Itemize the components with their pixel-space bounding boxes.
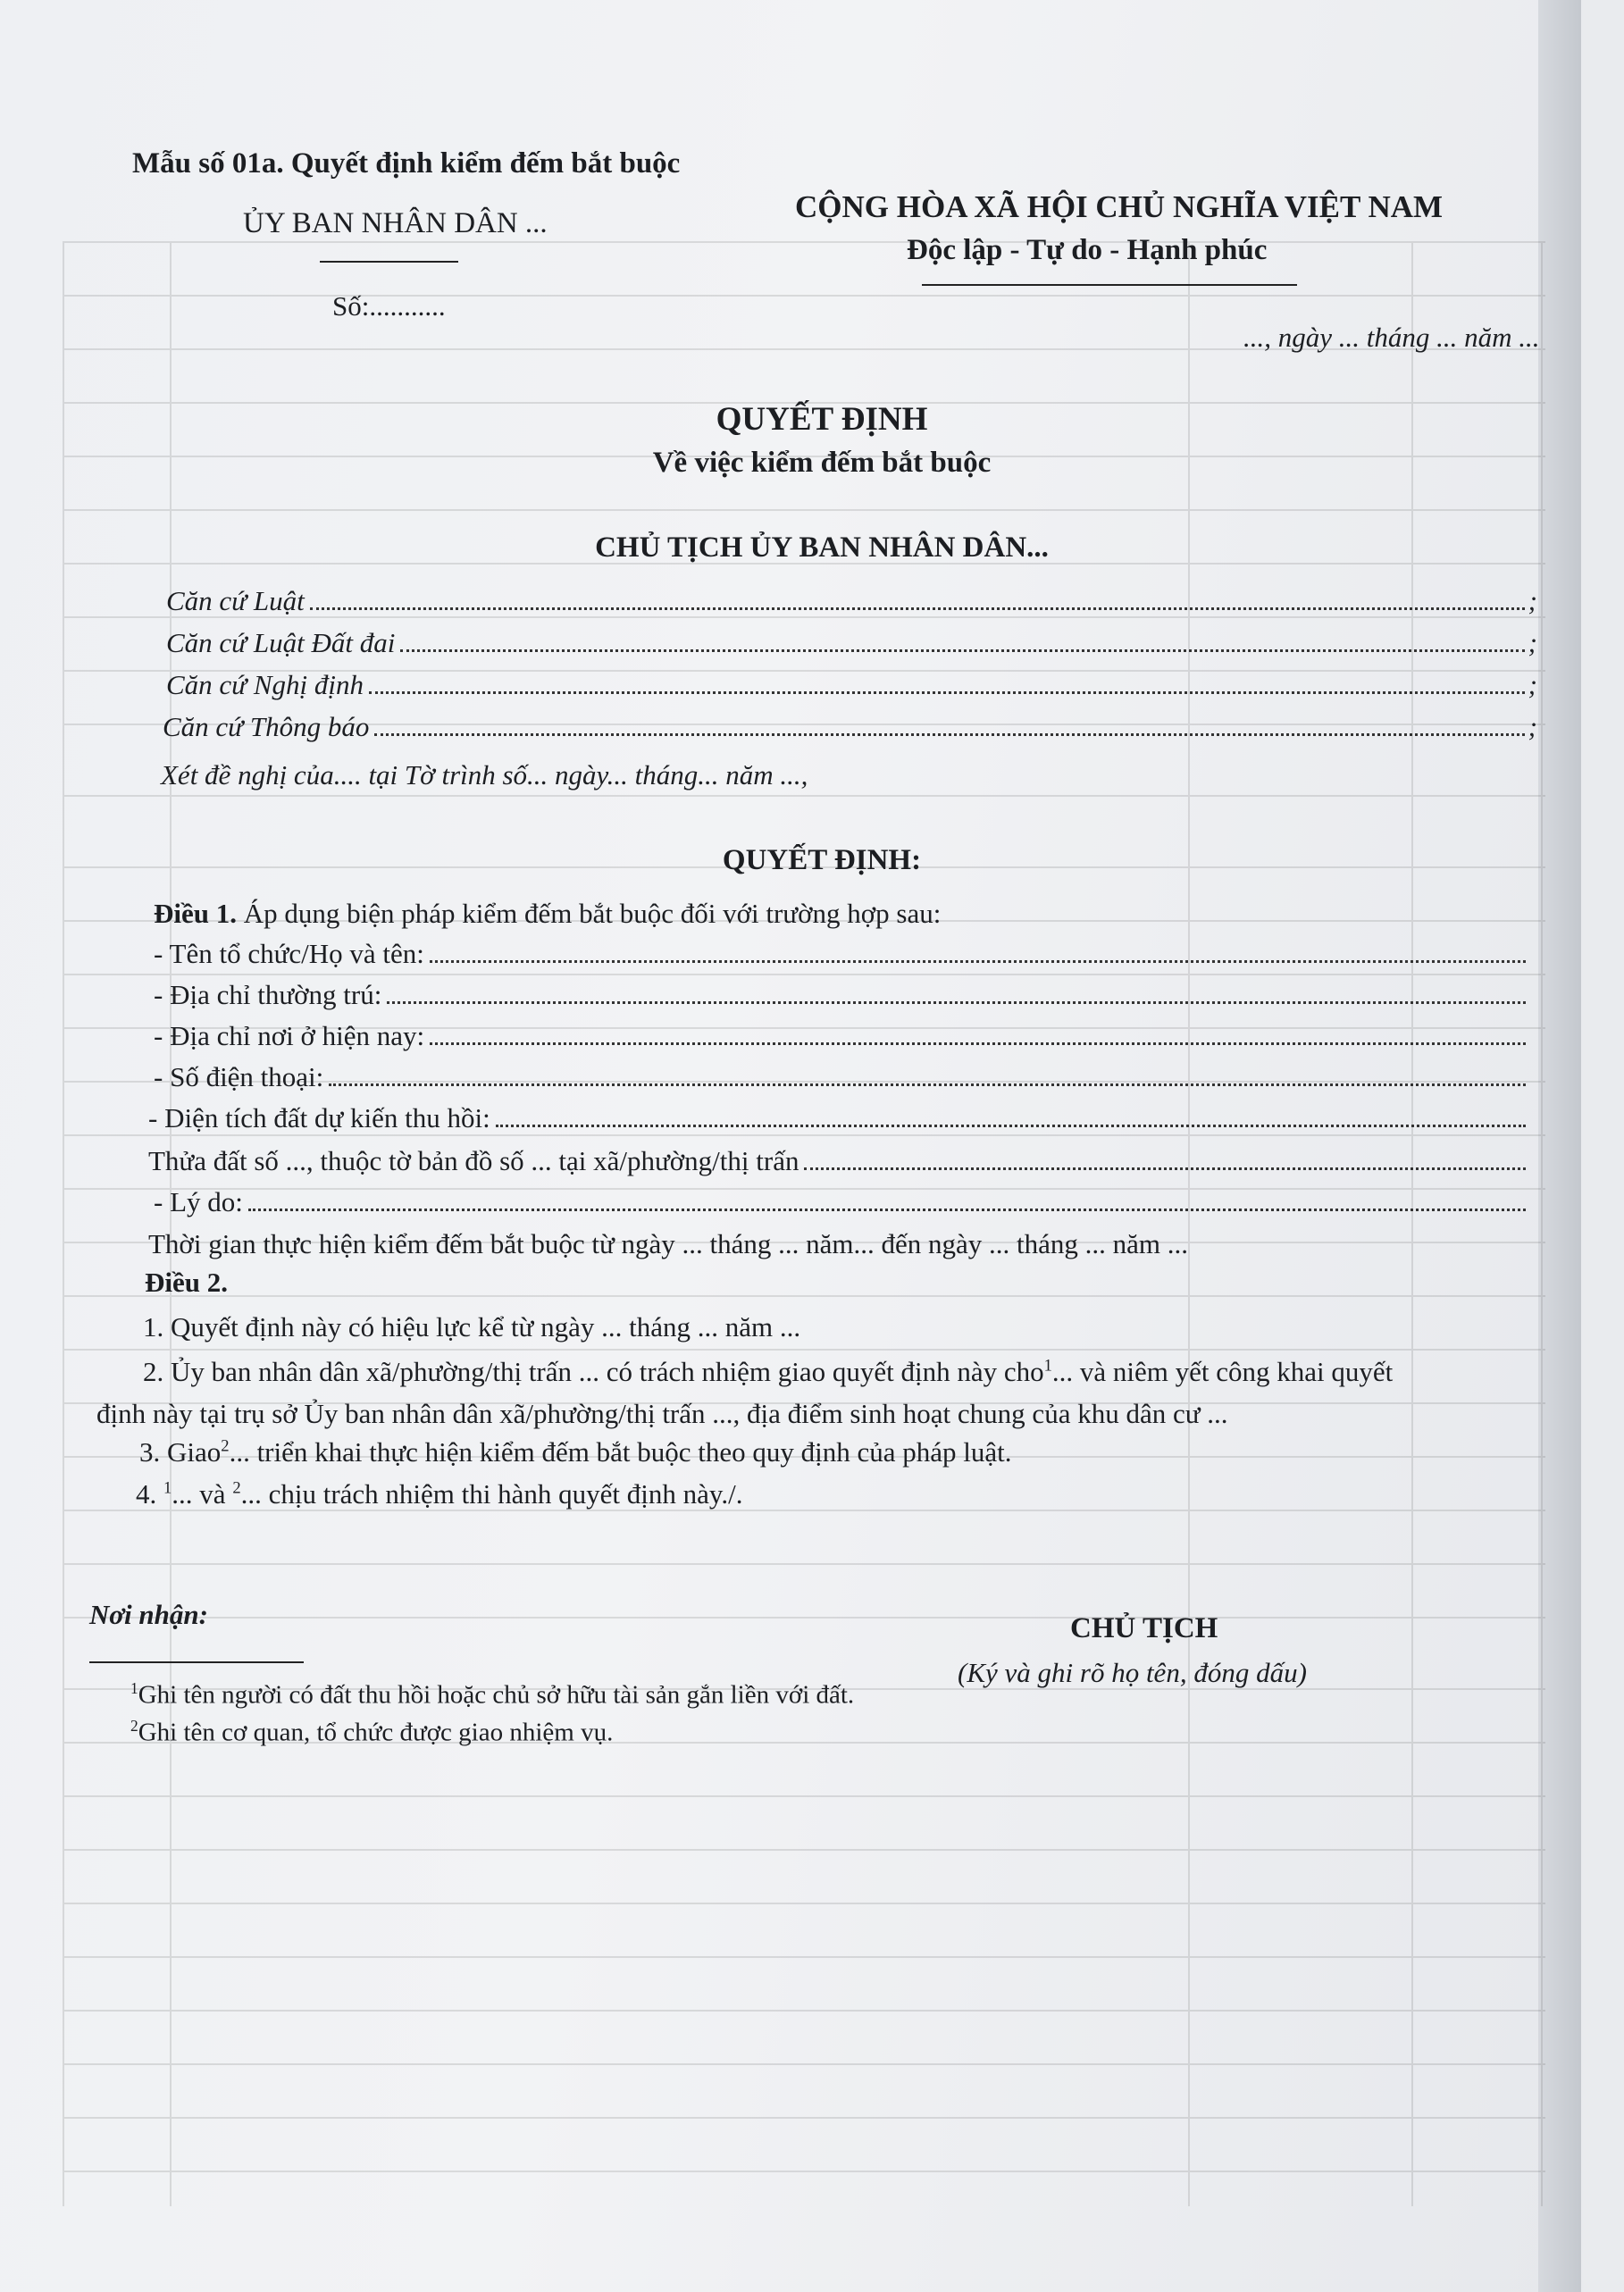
- signer-note: (Ký và ghi rõ họ tên, đóng dấu): [958, 1657, 1307, 1688]
- article-1-text: Áp dụng biện pháp kiểm đếm bắt buộc đối với trường hợp sau:: [243, 898, 942, 929]
- article-2-item-2-continued: định này tại trụ sở Ủy ban nhân dân xã/phường/thị trấn ..., địa điểm sinh hoạt chung của khu dân cư ...: [96, 1398, 1228, 1429]
- form-title: Mẫu số 01a. Quyết định kiểm đếm bắt buộc: [132, 147, 681, 180]
- article-2-item-3: [139, 1436, 1012, 1468]
- article-2-item-4-text-cont: ... chịu trách nhiệm thi hành quyết định này./.: [240, 1478, 743, 1510]
- legal-basis-line: Căn cứ Luật ;: [166, 585, 1537, 616]
- issuing-agency: ỦY BAN NHÂN DÂN ...: [243, 207, 548, 239]
- legal-basis-line: Căn cứ Luật Đất đai ;: [166, 627, 1537, 658]
- article-1: [154, 898, 941, 930]
- national-motto: Độc lập - Tự do - Hạnh phúc: [907, 234, 1268, 266]
- parcel-label: Thửa đất số ..., thuộc tờ bản đồ số ... tại xã/phường/thị trấn: [148, 1145, 799, 1176]
- footnote-marker-2: 2: [130, 1717, 138, 1735]
- article-2-item-2-text-cont: ... và niêm yết công khai quyết: [1051, 1356, 1394, 1387]
- field-label: - Địa chỉ nơi ở hiện nay:: [154, 1020, 425, 1051]
- recipients-underline: [89, 1661, 304, 1663]
- field-line: [154, 1061, 1529, 1093]
- recipients-label: Nơi nhận:: [89, 1599, 208, 1630]
- document-number: Số:...........: [332, 290, 446, 322]
- footnote-1-text: Ghi tên người có đất thu hồi hoặc chủ sở hữu tài sản gắn liền với đất.: [138, 1680, 855, 1710]
- footnote-ref-2: 2: [221, 1436, 230, 1456]
- field-line: [148, 1102, 1529, 1134]
- decides-heading: QUYẾT ĐỊNH:: [722, 844, 922, 876]
- reason-line: [154, 1186, 1529, 1218]
- footnote-marker-1: 1: [130, 1679, 138, 1697]
- reason-label: - Lý do:: [154, 1186, 243, 1217]
- footnote-1: [130, 1679, 854, 1711]
- agency-underline: [320, 261, 458, 263]
- field-label: - Số điện thoại:: [154, 1061, 324, 1092]
- parcel-line: [148, 1145, 1529, 1177]
- article-2-label: Điều 2.: [145, 1267, 228, 1298]
- footnote-ref-2: 2: [232, 1478, 241, 1498]
- legal-basis-label: Căn cứ Luật Đất đai: [166, 627, 396, 658]
- footnote-ref-1: 1: [1043, 1356, 1052, 1376]
- article-2-item-4-text: ... và: [172, 1478, 233, 1510]
- article-1-label: Điều 1.: [154, 898, 237, 929]
- decision-title: QUYẾT ĐỊNH: [716, 401, 928, 438]
- article-2-item-3-text-cont: ... triển khai thực hiện kiểm đếm bắt buộc theo quy định của pháp luật.: [229, 1436, 1012, 1468]
- legal-basis-label: Căn cứ Luật: [166, 585, 305, 616]
- chairman-heading: CHỦ TỊCH ỦY BAN NHÂN DÂN...: [595, 531, 1049, 564]
- field-label: - Diện tích đất dự kiến thu hồi:: [148, 1102, 490, 1133]
- footnote-2: [130, 1717, 613, 1748]
- footnote-ref-1: 1: [163, 1478, 172, 1498]
- field-line: [154, 938, 1529, 970]
- legal-basis-line: Căn cứ Thông báo ;: [163, 711, 1537, 742]
- article-2-item-2: [143, 1356, 1393, 1388]
- article-2-item-2-text: 2. Ủy ban nhân dân xã/phường/thị trấn ... có trách nhiệm giao quyết định này cho: [143, 1356, 1044, 1387]
- signer-title: CHỦ TỊCH: [1070, 1612, 1218, 1644]
- footnote-2-text: Ghi tên cơ quan, tổ chức được giao nhiệm vụ.: [138, 1718, 614, 1747]
- field-label: - Địa chỉ thường trú:: [154, 979, 382, 1010]
- field-line: [154, 1020, 1529, 1052]
- field-line: [154, 979, 1529, 1011]
- legal-basis-label: Căn cứ Thông báo: [163, 711, 370, 742]
- legal-basis-line: Căn cứ Nghị định ;: [166, 669, 1537, 700]
- implementation-period: Thời gian thực hiện kiểm đếm bắt buộc từ ngày ... tháng ... năm... đến ngày ... tháng ... năm ...: [148, 1228, 1189, 1259]
- decision-subtitle: Về việc kiểm đếm bắt buộc: [652, 447, 992, 479]
- article-2-item-4-num: 4.: [136, 1478, 163, 1510]
- place-date: ..., ngày ... tháng ... năm ...: [1243, 322, 1540, 353]
- article-2-item-1: 1. Quyết định này có hiệu lực kể từ ngày ... tháng ... năm ...: [143, 1311, 801, 1343]
- motto-underline: [922, 284, 1297, 286]
- article-2-item-3-text: 3. Giao: [139, 1436, 222, 1468]
- legal-basis-label: Căn cứ Nghị định: [166, 669, 364, 700]
- national-title: CỘNG HÒA XÃ HỘI CHỦ NGHĨA VIỆT NAM: [795, 189, 1444, 224]
- consideration: Xét đề nghị của.... tại Tờ trình số... ngày... tháng... năm ...,: [161, 759, 808, 790]
- article-2-item-4: [136, 1478, 743, 1510]
- field-label: - Tên tổ chức/Họ và tên:: [154, 938, 424, 969]
